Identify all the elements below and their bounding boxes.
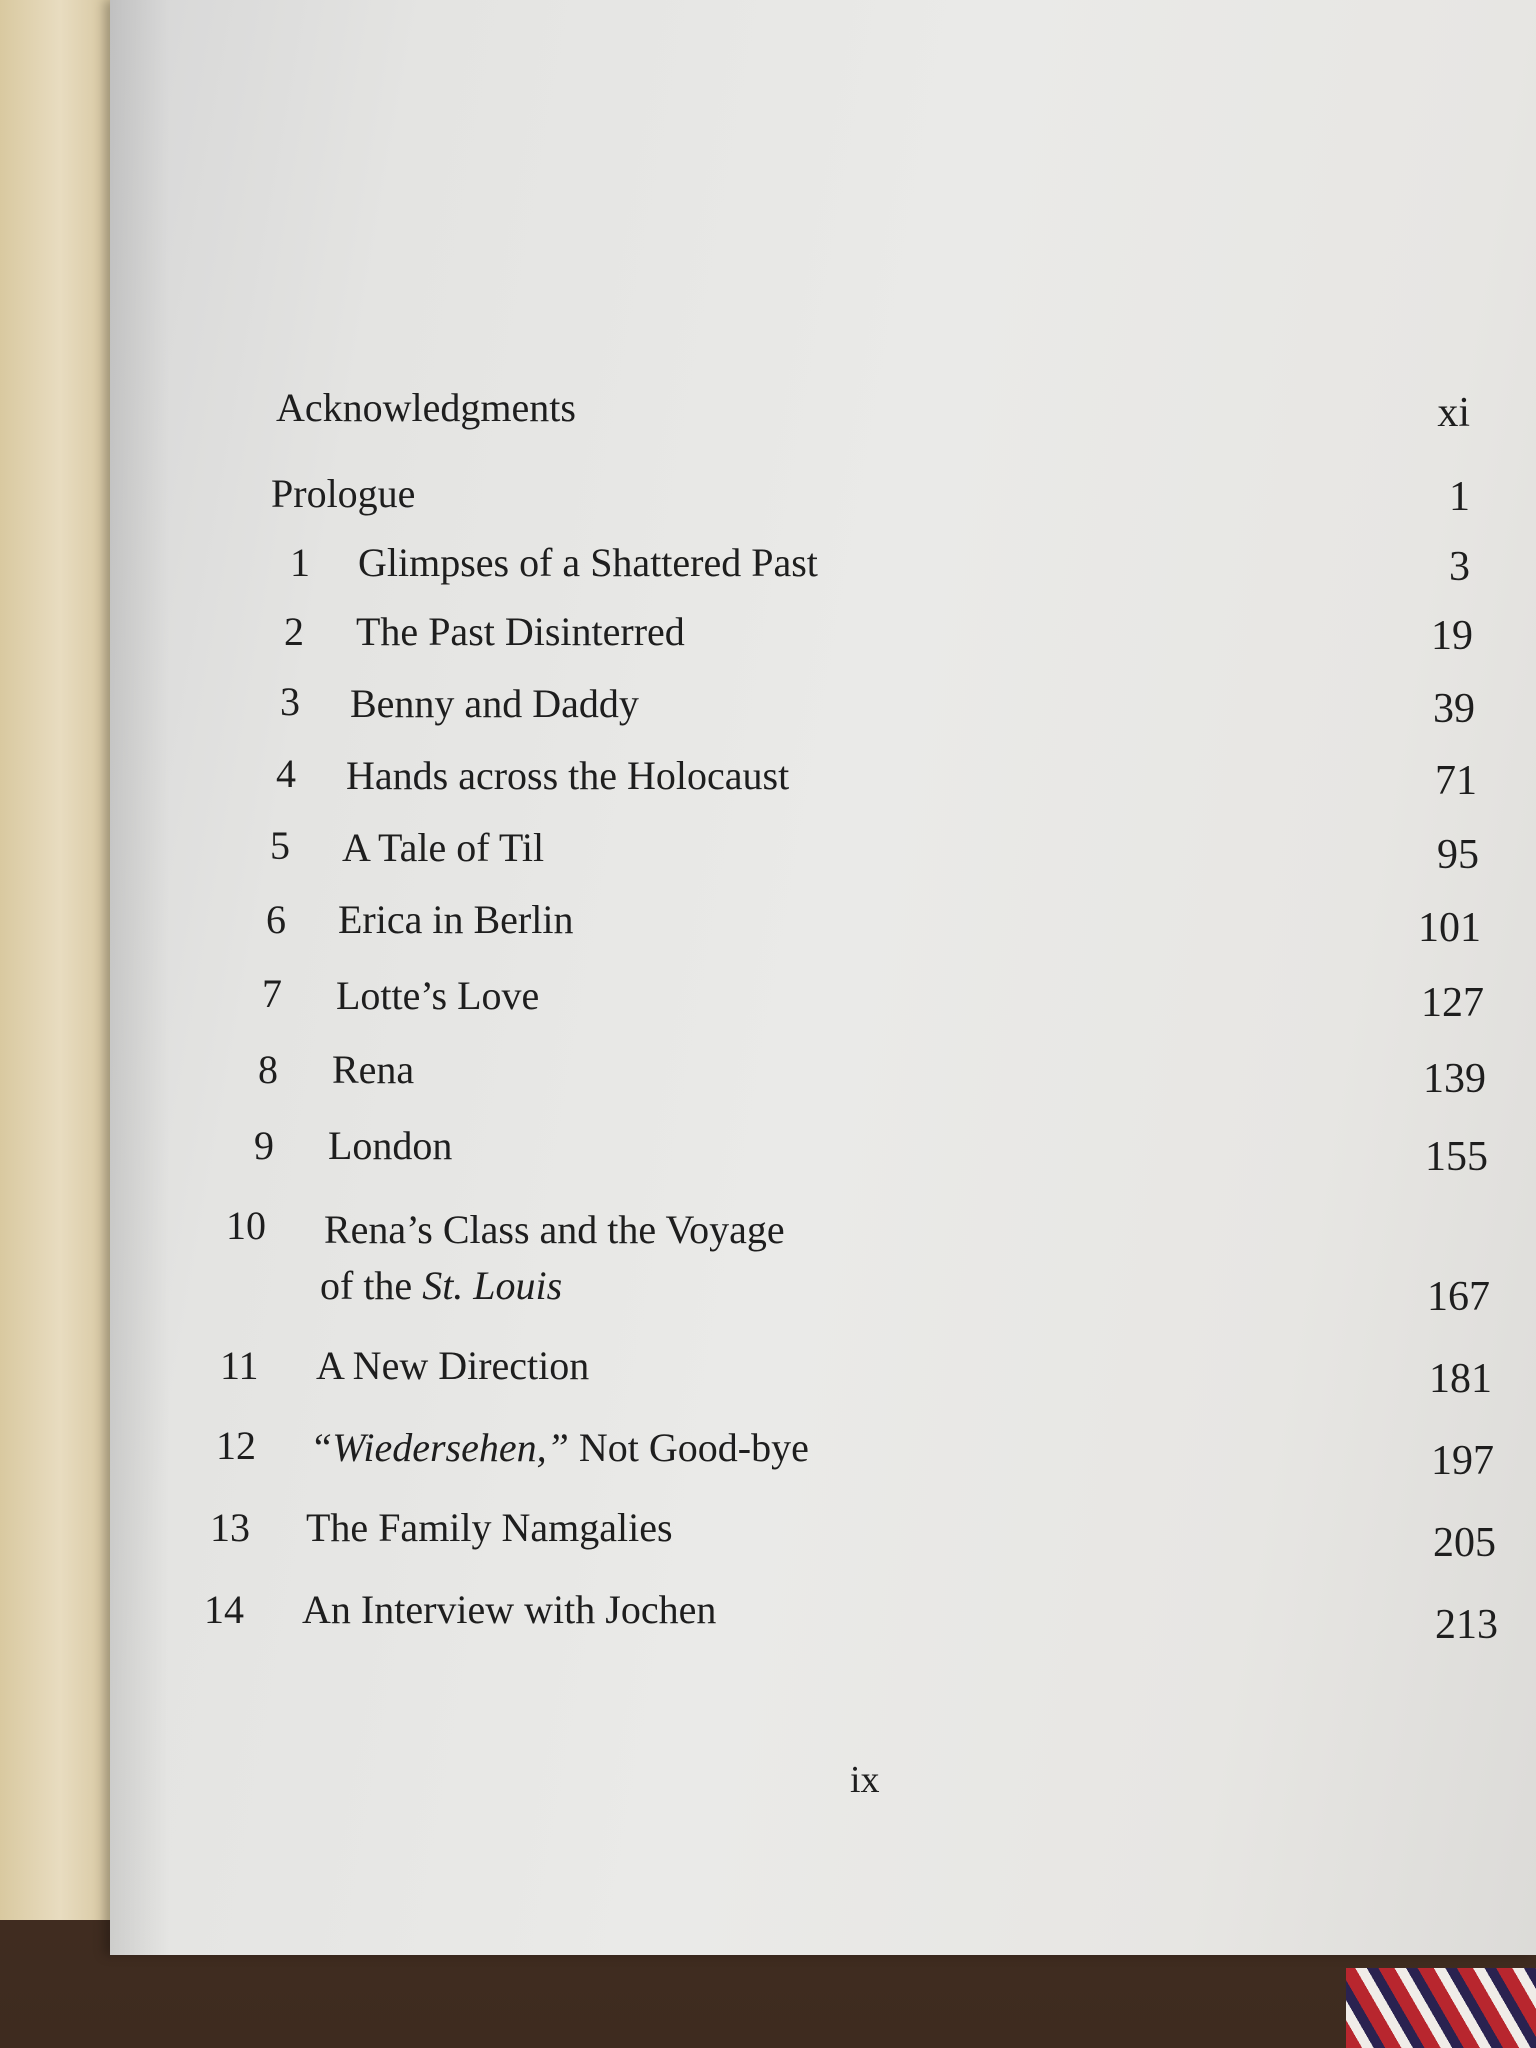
chapter-10-page: 167 [1427, 1274, 1490, 1320]
chapter-3-number: 3 [280, 679, 300, 724]
chapter-5-title: A Tale of Til [342, 825, 545, 870]
chapter-11-number: 11 [220, 1343, 259, 1388]
book-page [110, 0, 1536, 1955]
chapter-1-page: 3 [1449, 544, 1470, 590]
chapter-9-page: 155 [1425, 1134, 1488, 1180]
chapter-7-page: 127 [1421, 980, 1484, 1026]
chapter-7-title: Lotte’s Love [336, 973, 540, 1018]
chapter-10-title-line2-italic: St. Louis [422, 1263, 563, 1308]
patterned-fabric [1346, 1968, 1536, 2048]
chapter-3-title: Benny and Daddy [350, 681, 639, 726]
chapter-9-number: 9 [254, 1123, 274, 1168]
chapter-10-title-line2 [320, 1263, 563, 1308]
chapter-13-number: 13 [210, 1505, 250, 1550]
chapter-13-title: The Family Namgalies [306, 1505, 673, 1550]
chapter-4-title: Hands across the Holocaust [346, 753, 790, 798]
chapter-4-number: 4 [276, 751, 296, 796]
chapter-14-number: 14 [204, 1587, 244, 1632]
chapter-6-number: 6 [266, 897, 286, 942]
chapter-14-title: An Interview with Jochen [302, 1587, 717, 1632]
chapter-2-page: 19 [1431, 613, 1473, 659]
chapter-1-number: 1 [290, 540, 310, 585]
toc-entry-prologue-page: 1 [1449, 474, 1470, 520]
chapter-7-number: 7 [262, 971, 282, 1016]
chapter-5-number: 5 [270, 823, 290, 868]
chapter-14-page: 213 [1435, 1602, 1498, 1648]
toc-entry-acknowledgments-title: Acknowledgments [276, 385, 576, 430]
chapter-2-title: The Past Disinterred [356, 609, 685, 654]
chapter-11-page: 181 [1429, 1356, 1492, 1402]
chapter-8-title: Rena [332, 1047, 415, 1092]
chapter-12-number: 12 [216, 1423, 256, 1468]
chapter-11-title: A New Direction [316, 1343, 590, 1388]
chapter-13-page: 205 [1433, 1520, 1496, 1566]
chapter-10-number: 10 [226, 1203, 266, 1248]
chapter-5-page: 95 [1437, 832, 1479, 878]
chapter-10-title-line1: Rena’s Class and the Voyage [324, 1207, 785, 1252]
chapter-10-title-line2-prefix: of the [320, 1263, 423, 1308]
chapter-1-title: Glimpses of a Shattered Past [358, 540, 818, 585]
chapter-4-page: 71 [1435, 758, 1477, 804]
chapter-9-title: London [328, 1123, 453, 1168]
toc-entry-acknowledgments-page: xi [1437, 390, 1470, 436]
chapter-12-title-rest: Not Good-bye [568, 1425, 809, 1470]
chapter-8-page: 139 [1423, 1056, 1486, 1102]
chapter-3-page: 39 [1433, 686, 1475, 732]
chapter-12-title-italic: “Wiedersehen,” [310, 1425, 569, 1470]
chapter-8-number: 8 [258, 1047, 278, 1092]
toc-entry-prologue-title: Prologue [271, 471, 416, 516]
chapter-2-number: 2 [284, 609, 304, 654]
table-of-contents [110, 0, 1536, 1955]
chapter-6-title: Erica in Berlin [338, 897, 574, 942]
chapter-12-page: 197 [1431, 1438, 1494, 1484]
chapter-12-title [310, 1425, 809, 1470]
chapter-6-page: 101 [1418, 905, 1481, 951]
page-number-folio: ix [850, 1759, 880, 1801]
